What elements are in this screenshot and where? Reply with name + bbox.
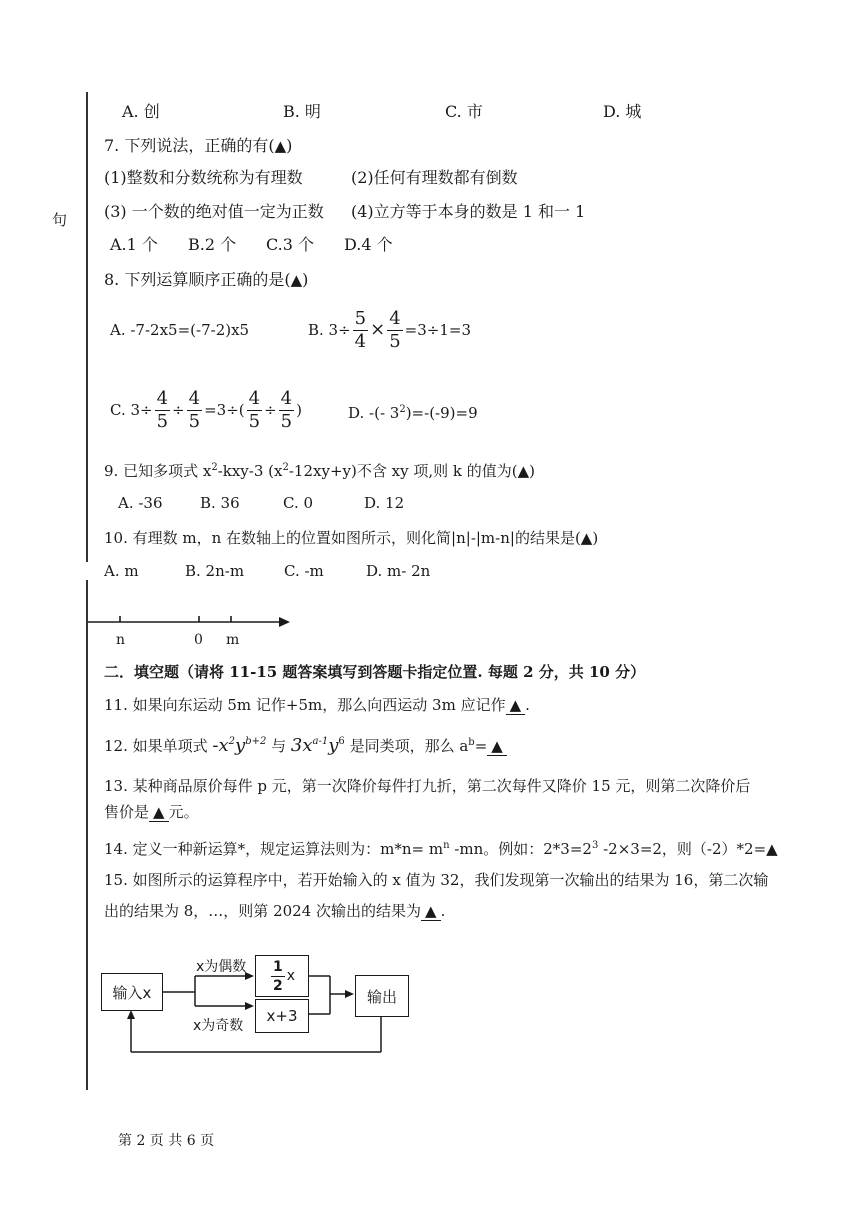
margin-mark: 句 [52, 211, 68, 229]
q9-option-b: B. 36 [200, 494, 240, 512]
q7-option-a: A.1 个 [110, 235, 158, 254]
axis-label-m: m [226, 632, 240, 648]
q7-option-b: B.2 个 [188, 235, 237, 254]
number-line [88, 616, 290, 627]
answer-triangle-icon: ▲ [766, 840, 778, 858]
q10-stem: 10. 有理数 m，n 在数轴上的位置如图所示，则化简|n|-|m-n|的结果是(▲) [104, 529, 599, 547]
fraction: $\frac{4}{5}$ [248, 387, 261, 432]
q13-line-1: 13. 某种商品原价每件 p 元，第一次降价每件打九折，第二次每件又降价 15 元，则第二次降价后 [104, 777, 751, 795]
fraction: $\frac{4}{5}$ [156, 387, 169, 432]
q11-text: 11. 如果向东运动 5m 记作+5m，那么向西运动 3m 应记作 ▲ . [104, 696, 530, 714]
q10-option-b: B. 2n-m [185, 562, 245, 580]
flow-output-box: 输出 [355, 975, 409, 1017]
section-2-title: 二．填空题（请将 11-15 题答案填写到答题卡指定位置. 每题 2 分，共 10 分） [104, 663, 646, 681]
flow-half-box: $\frac{1}{2}$ x [255, 955, 309, 997]
q13-line-2: 售价是 ▲ 元。 [104, 803, 199, 821]
q8-stem: 8. 下列运算顺序正确的是(▲) [104, 270, 309, 289]
q6-option-c: C. 市 [445, 102, 483, 121]
fraction: $\frac{4}{5}$ [280, 387, 293, 432]
answer-triangle-icon: ▲ [491, 737, 503, 755]
q8-option-b: B. 3÷ $\frac{5}{4}$ × $\frac{4}{5}$ =3÷1=3 [308, 307, 472, 352]
q10-option-c: C. -m [284, 562, 324, 580]
q7-statement-3: (3) 一个数的绝对值一定为正数 [104, 202, 324, 221]
q14-text: 14. 定义一种新运算*，规定运算法则为：$m*n= m^n$ -mn。例如：$2*3=2^3$ -2×3=2，则（-2）*2=▲ [104, 840, 778, 858]
q10-option-a: A. m [104, 562, 139, 580]
answer-triangle-icon: ▲ [580, 529, 593, 547]
answer-triangle-icon: ▲ [290, 271, 303, 289]
q10-option-d: D. m- 2n [366, 562, 431, 580]
q7-option-d: D.4 个 [344, 235, 393, 254]
q6-option-a: A. 创 [122, 102, 160, 121]
flow-even-label: x为偶数 [196, 959, 247, 975]
q7-stem: 7. 下列说法，正确的有(▲) [104, 136, 293, 155]
fraction: $\frac{5}{4}$ [354, 307, 367, 352]
q6-option-b: B. 明 [283, 102, 321, 121]
axis-label-zero: 0 [194, 632, 203, 648]
flow-plus3-box: x+3 [255, 999, 309, 1033]
page-footer: 第 2 页 共 6 页 [118, 1133, 215, 1149]
fraction: $\frac{4}{5}$ [188, 387, 201, 432]
q12-text: 12. 如果单项式 $-x^2y^{b+2}$ 与 $3x^{a-1}y^6$ 是同类项，那么 $a^b=$ ▲ [104, 732, 507, 756]
q7-statement-2: (2)任何有理数都有倒数 [351, 168, 518, 187]
q6-option-d: D. 城 [603, 102, 642, 121]
axis-label-n: n [116, 632, 126, 648]
q7-statement-1: (1)整数和分数统称为有理数 [104, 168, 303, 187]
q15-line-1: 15. 如图所示的运算程序中，若开始输入的 x 值为 32，我们发现第一次输出的结果为 16，第二次输 [104, 871, 769, 889]
fraction: $\frac{4}{5}$ [389, 307, 401, 352]
fraction: $\frac{1}{2}$ [272, 958, 283, 994]
answer-triangle-icon: ▲ [425, 902, 437, 920]
q8-option-c: C. 3÷ $\frac{4}{5}$ ÷ $\frac{4}{5}$ =3÷( $\frac{4}{5}$ ÷ $\frac{4}{5}$ ) [110, 387, 302, 432]
answer-triangle-icon: ▲ [153, 803, 165, 821]
answer-triangle-icon: ▲ [274, 137, 287, 155]
q9-option-a: A. -36 [118, 494, 163, 512]
flow-input-box: 输入x [101, 973, 163, 1011]
q8-option-d: D. -(- $3^2)=-(-9)=9$ [348, 404, 478, 422]
flowchart-connectors [127, 972, 381, 1052]
q9-option-c: C. 0 [283, 494, 314, 512]
q9-option-d: D. 12 [364, 494, 405, 512]
flow-odd-label: x为奇数 [193, 1018, 244, 1034]
q9-stem: 9. 已知多项式 $x^2-kxy-3$ $(x^2-12xy+y)$不含 xy 项,则 k 的值为(▲) [104, 462, 535, 480]
q8-option-a: A. -7-2x5=(-7-2)x5 [110, 321, 250, 339]
q7-statement-4: (4)立方等于本身的数是 1 和一 1 [351, 202, 586, 221]
q7-option-c: C.3 个 [266, 235, 315, 254]
q15-line-2: 出的结果为 8，…，则第 2024 次输出的结果为 ▲ . [104, 902, 446, 920]
answer-triangle-icon: ▲ [509, 696, 522, 714]
answer-triangle-icon: ▲ [517, 462, 530, 480]
